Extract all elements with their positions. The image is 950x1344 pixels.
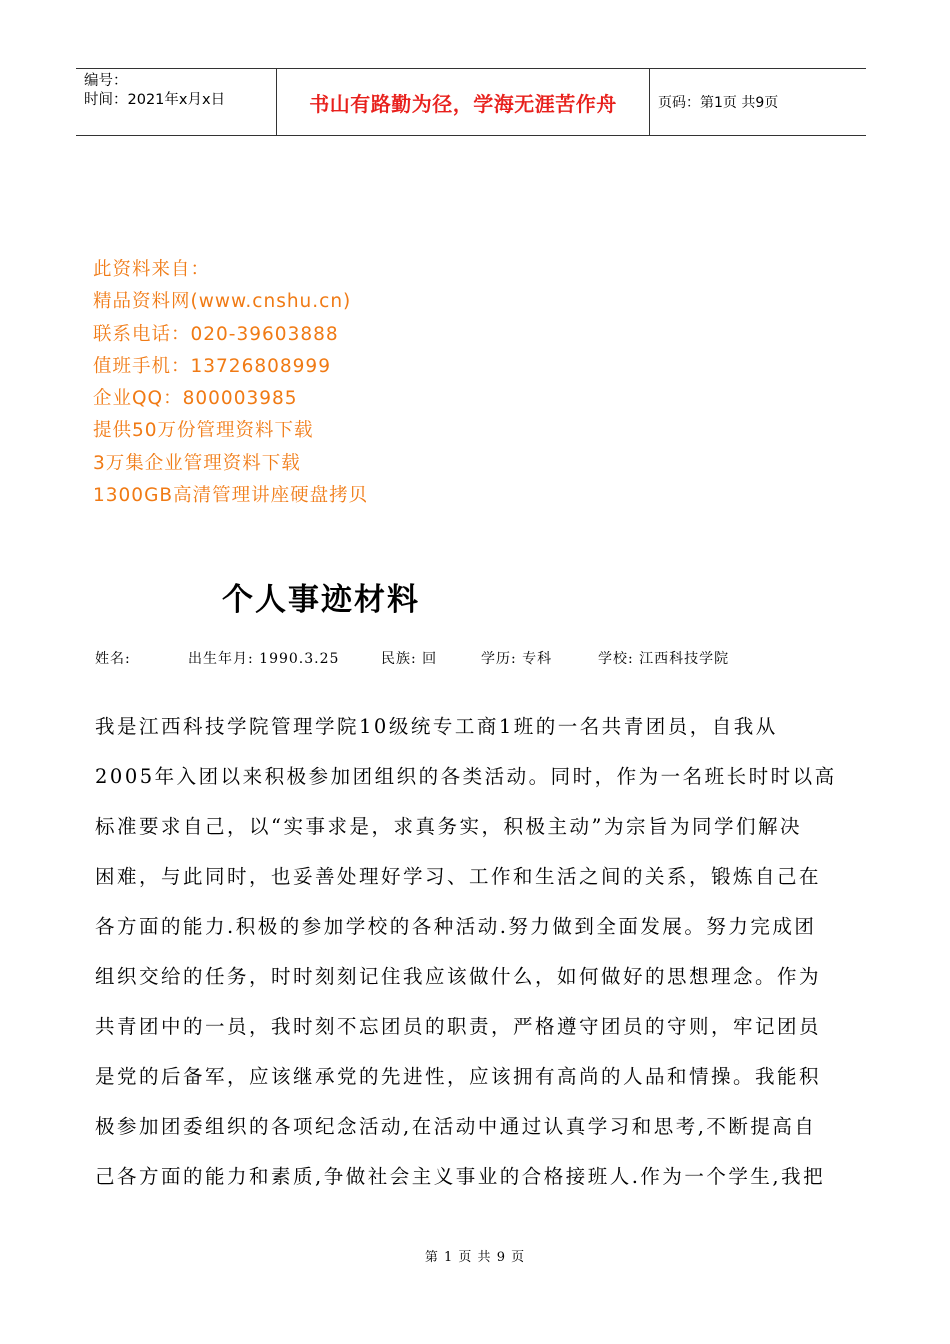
info-birth: 出生年月: 1990.3.25	[188, 651, 340, 667]
promo-line: 企业QQ：800003985	[93, 388, 298, 410]
body-paragraph	[95, 702, 845, 1202]
body-line: 组织交给的任务，时时刻刻记住我应该做什么，如何做好的思想理念。作为	[95, 965, 822, 988]
serial-label: 编号：	[84, 73, 128, 89]
promo-line: 3万集企业管理资料下载	[93, 452, 301, 474]
time-label: 时间：2021年x月x日	[84, 92, 226, 108]
body-line: 极参加团委组织的各项纪念活动,在活动中通过认真学习和思考,不断提高自	[95, 1115, 817, 1138]
body-line: 是党的后备军，应该继承党的先进性，应该拥有高尚的人品和情操。我能积	[95, 1065, 822, 1088]
info-school: 学校: 江西科技学院	[598, 651, 730, 667]
body-line: 己各方面的能力和素质,争做社会主义事业的合格接班人.作为一个学生,我把	[95, 1165, 826, 1188]
info-name: 姓名:	[95, 651, 131, 667]
header-table	[76, 68, 866, 136]
body-line: 各方面的能力.积极的参加学校的各种活动.努力做到全面发展。努力完成团	[95, 915, 817, 938]
promo-line: 值班手机：13726808999	[93, 355, 331, 377]
header-motto: 书山有路勤为径，学海无涯苦作舟	[277, 69, 650, 135]
body-line: 困难，与此同时，也妥善处理好学习、工作和生活之间的关系，锻炼自己在	[95, 865, 822, 888]
promo-line: 1300GB高清管理讲座硬盘拷贝	[93, 485, 369, 507]
page-footer: 第 1 页 共 9 页	[424, 1250, 526, 1265]
header-page-code: 页码：第1页 共9页	[658, 95, 779, 111]
promo-line: 提供50万份管理资料下载	[93, 420, 314, 442]
document-title: 个人事迹材料	[222, 582, 420, 618]
body-line: 2005年入团以来积极参加团组织的各类活动。同时，作为一名班长时时以高	[95, 765, 837, 788]
promo-line: 此资料来自：	[93, 259, 211, 280]
header-meta	[76, 69, 277, 135]
info-education: 学历: 专科	[481, 651, 553, 667]
body-line: 标准要求自己，以“实事求是，求真务实，积极主动”为宗旨为同学们解决	[95, 815, 802, 838]
body-line: 共青团中的一员，我时刻不忘团员的职责，严格遵守团员的守则，牢记团员	[95, 1015, 822, 1038]
info-ethnicity: 民族: 回	[381, 651, 438, 667]
promo-block	[93, 254, 368, 512]
body-line: 我是江西科技学院管理学院10级统专工商1班的一名共青团员，自我从	[95, 715, 778, 738]
promo-line: 联系电话：020-39603888	[93, 323, 339, 345]
promo-line: 精品资料网(www.cnshu.cn)	[93, 291, 352, 313]
